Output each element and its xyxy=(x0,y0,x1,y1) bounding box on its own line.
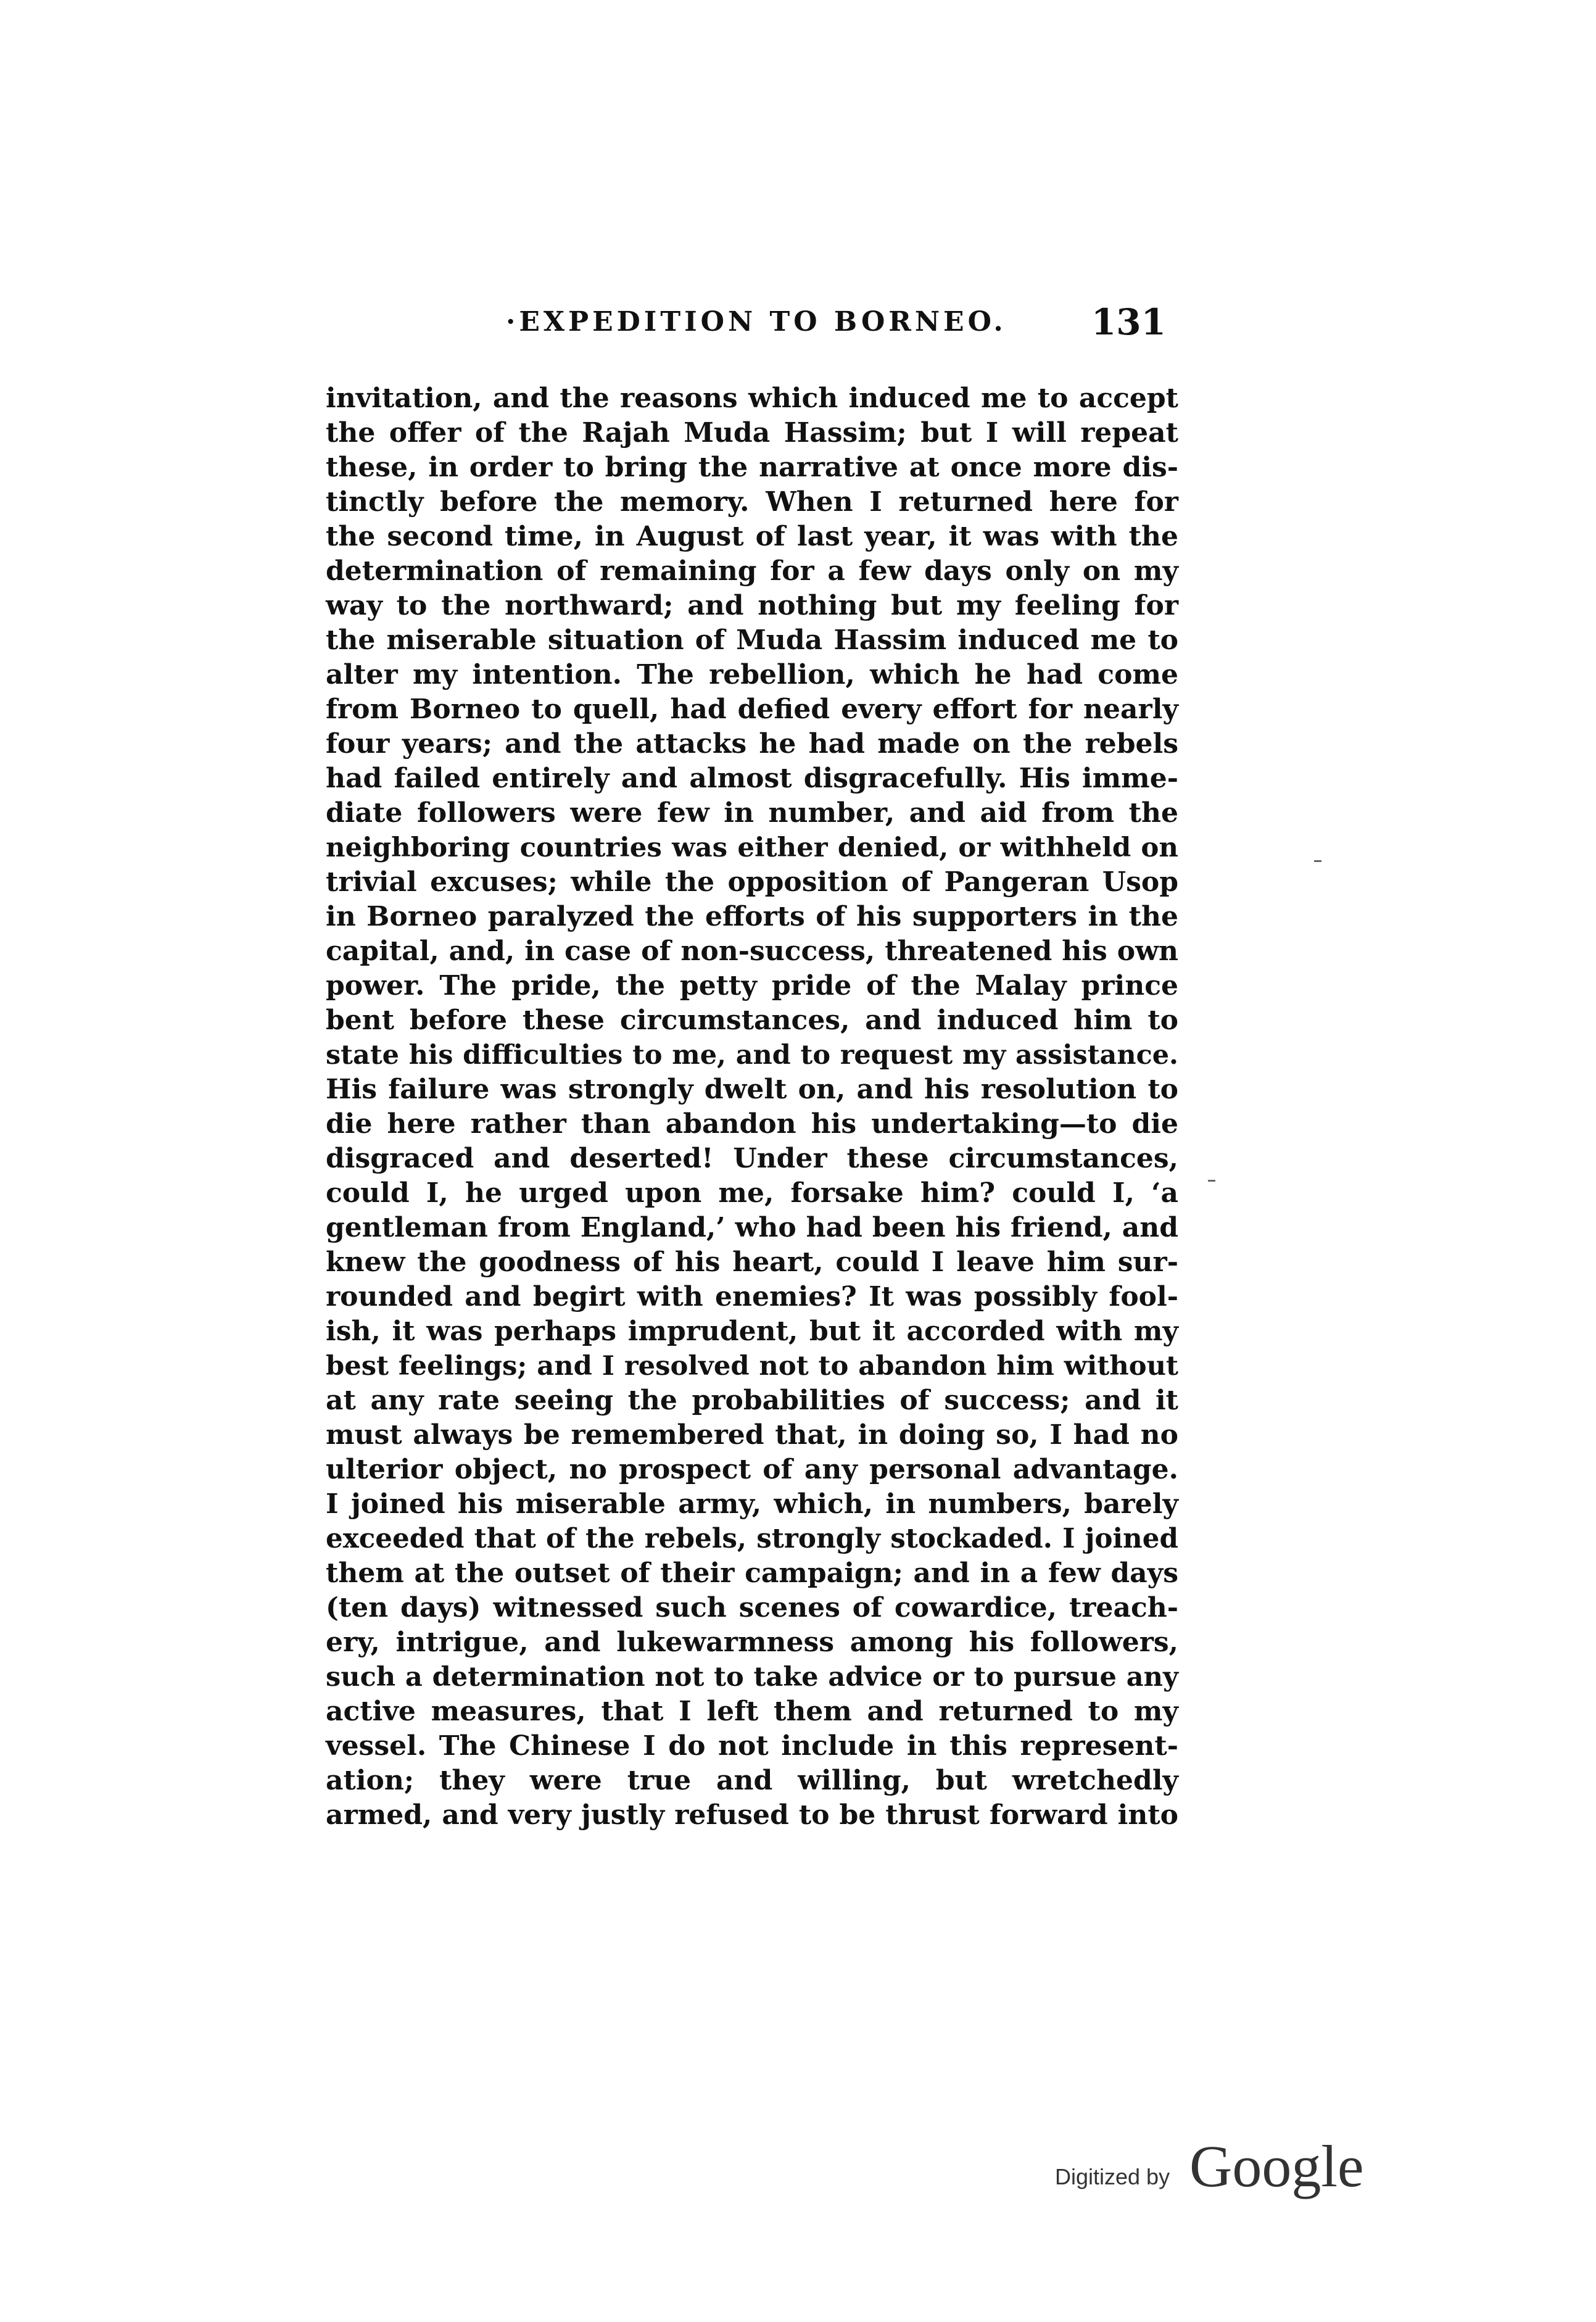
text-line: ulterior object, no prospect of any personal advantage. xyxy=(326,1454,1178,1485)
running-head xyxy=(506,301,1166,344)
text-line: armed, and very justly refused to be thrust forward into xyxy=(326,1799,1178,1831)
text-line: (ten days) witnessed such scenes of cowardice, treach- xyxy=(326,1592,1178,1623)
text-line: best feelings; and I resolved not to abandon him without xyxy=(326,1350,1178,1382)
text-line: tinctly before the memory. When I returned here for xyxy=(326,486,1178,518)
text-line: could I, he urged upon me, forsake him? could I, ‘a xyxy=(326,1177,1178,1209)
text-line: vessel. The Chinese I do not include in this represent- xyxy=(326,1730,1178,1762)
text-line: four years; and the attacks he had made on the rebels xyxy=(326,728,1178,760)
text-line: active measures, that I left them and returned to my xyxy=(326,1696,1178,1727)
stray-ink-mark xyxy=(1208,1180,1215,1182)
google-logo: Google xyxy=(1189,2133,1364,2199)
text-line: such a determination not to take advice or to pursue any xyxy=(326,1662,1178,1693)
text-line: ery, intrigue, and lukewarmness among his followers, xyxy=(326,1627,1178,1658)
text-line: power. The pride, the petty pride of the Malay prince xyxy=(326,970,1178,1001)
body-text xyxy=(326,381,1178,1833)
watermark-prefix: Digitized by xyxy=(1055,2164,1170,2189)
text-line: the second time, in August of last year, it was with the xyxy=(326,521,1178,552)
text-line: from Borneo to quell, had defied every effort for nearly xyxy=(326,694,1178,725)
text-line: diate followers were few in number, and aid from the xyxy=(326,797,1178,829)
text-line: capital, and, in case of non-success, threatened his own xyxy=(326,935,1178,967)
text-line: at any rate seeing the probabilities of success; and it xyxy=(326,1385,1178,1416)
text-line: neighboring countries was either denied, or withheld on xyxy=(326,832,1178,863)
text-line: invitation, and the reasons which induced me to accept xyxy=(326,383,1178,414)
text-line: in Borneo paralyzed the efforts of his supporters in the xyxy=(326,901,1178,932)
text-line: must always be remembered that, in doing so, I had no xyxy=(326,1419,1178,1451)
text-line: the miserable situation of Muda Hassim induced me to xyxy=(326,624,1178,656)
text-line: exceeded that of the rebels, strongly stockaded. I joined xyxy=(326,1523,1178,1554)
text-line: state his difficulties to me, and to request my assistance. xyxy=(326,1040,1178,1071)
text-line: ation; they were true and willing, but wretchedly xyxy=(326,1765,1178,1796)
text-line: the offer of the Rajah Muda Hassim; but I will repeat xyxy=(326,417,1178,449)
text-line: way to the northward; and nothing but my feeling for xyxy=(326,590,1178,621)
text-line: them at the outset of their campaign; and in a few days xyxy=(326,1557,1178,1589)
text-line: trivial excuses; while the opposition of Pangeran Usop xyxy=(326,866,1178,898)
text-line: had failed entirely and almost disgracefully. His imme- xyxy=(326,763,1178,794)
text-line: rounded and begirt with enemies? It was possibly fool- xyxy=(326,1281,1178,1312)
text-line: bent before these circumstances, and induced him to xyxy=(326,1005,1178,1036)
text-line: knew the goodness of his heart, could I leave him sur- xyxy=(326,1246,1178,1278)
text-line: His failure was strongly dwelt on, and his resolution to xyxy=(326,1074,1178,1105)
text-line: ish, it was perhaps imprudent, but it accorded with my xyxy=(326,1316,1178,1347)
text-line: die here rather than abandon his undertaking—to die xyxy=(326,1108,1178,1140)
text-line: I joined his miserable army, which, in numbers, barely xyxy=(326,1488,1178,1520)
text-line: gentleman from England,’ who had been his friend, and xyxy=(326,1212,1178,1243)
text-line: these, in order to bring the narrative at once more dis- xyxy=(326,452,1178,483)
text-line: disgraced and deserted! Under these circumstances, xyxy=(326,1143,1178,1174)
text-line: determination of remaining for a few days only on my xyxy=(326,555,1178,587)
running-title: ·EXPEDITION TO BORNEO. xyxy=(506,306,1007,338)
page-number: 131 xyxy=(1091,301,1166,343)
text-line: alter my intention. The rebellion, which he had come xyxy=(326,659,1178,690)
stray-ink-mark xyxy=(1314,860,1321,862)
digitized-watermark xyxy=(1055,2132,1400,2200)
